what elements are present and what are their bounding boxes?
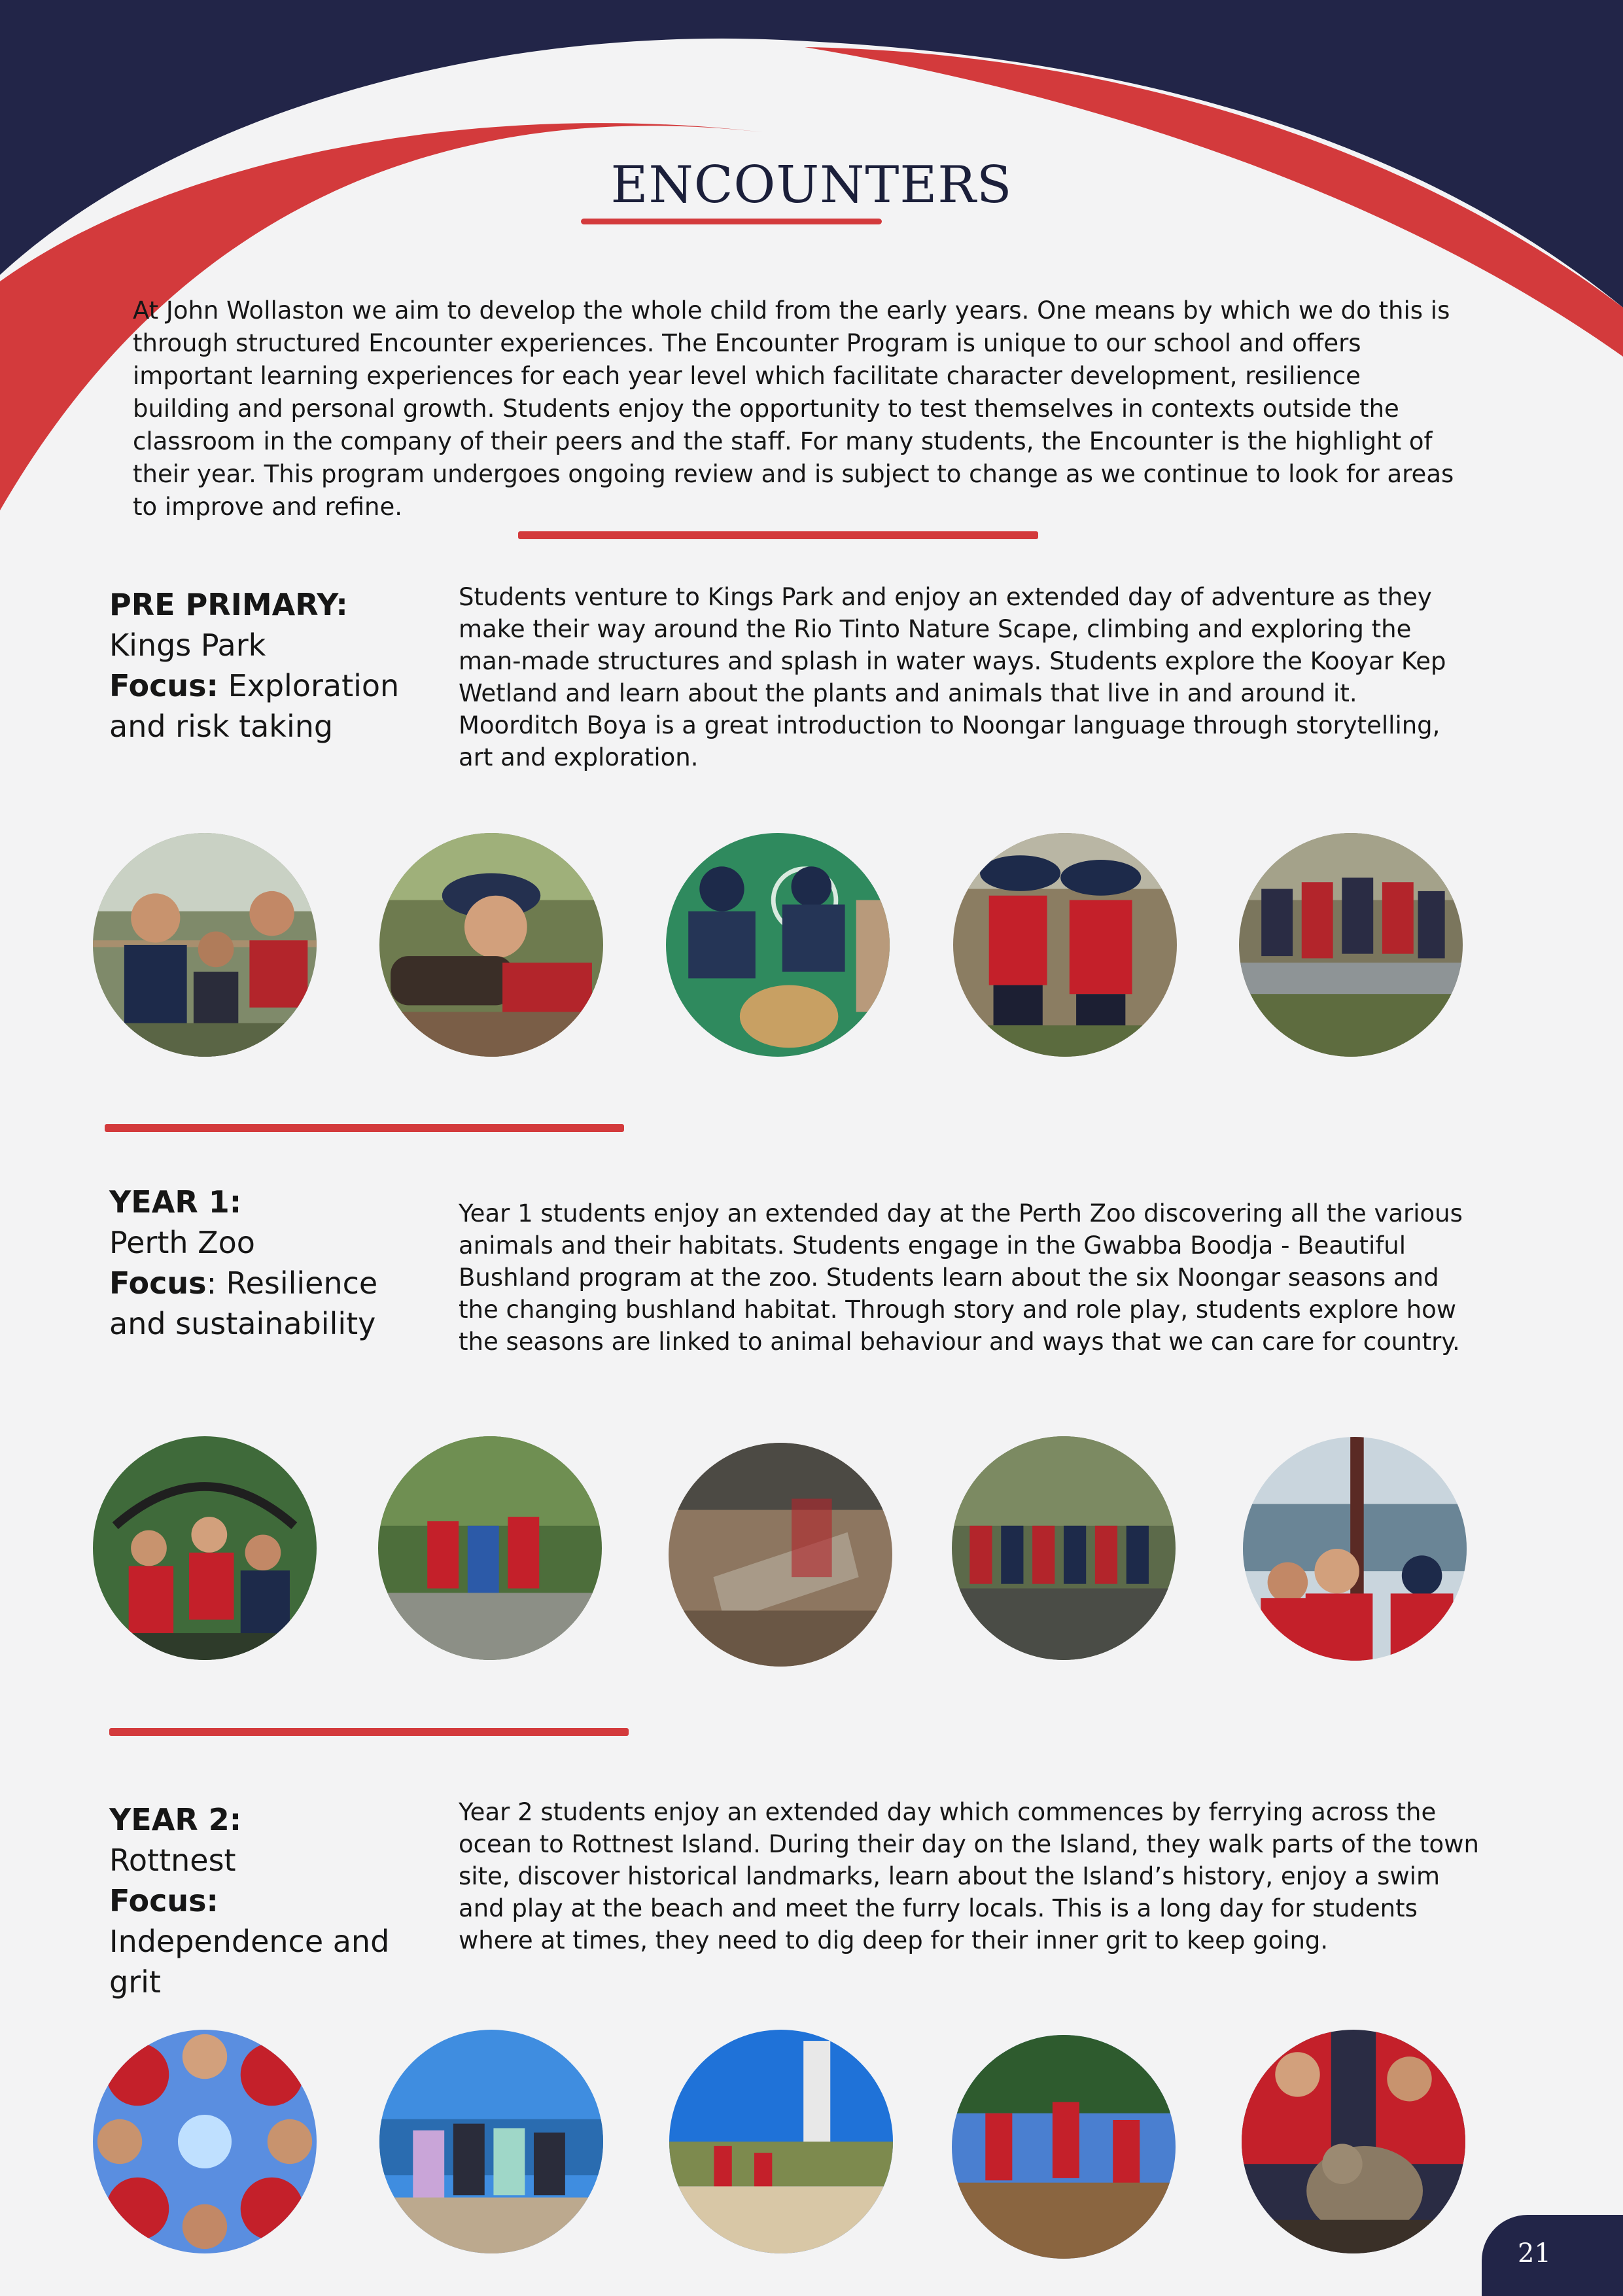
section-place: Kings Park: [109, 627, 266, 663]
photo-rottnest-3: [669, 2030, 893, 2253]
photo-perth-zoo-5: [1243, 1437, 1467, 1661]
divider-section-1: [105, 1124, 624, 1132]
section-label: PRE PRIMARY:: [109, 587, 348, 622]
photo-rottnest-2: [379, 2030, 603, 2253]
section-heading-year-2: [109, 1799, 436, 2002]
section-focus: [109, 668, 399, 744]
section-heading-year-1: [109, 1182, 436, 1344]
section-heading-pre-primary: [109, 584, 436, 747]
section-focus: [109, 1883, 389, 2000]
focus-key: Focus:: [109, 1883, 218, 1918]
page-number-badge: [1482, 2215, 1623, 2296]
photo-kings-park-4: [953, 833, 1177, 1057]
section-description-year-2: Year 2 students enjoy an extended day which commences by ferrying across the ocean to Rottnest Island. During their day on the Island, they walk parts of the town site, discover historical landmarks, learn about the Island’s history, enjoy a swim and play at the beach and meet the furry locals. This is a long day for students where at times, they need to dig deep for their inner grit to keep going.: [459, 1798, 1479, 1954]
section-description-pre-primary: Students venture to Kings Park and enjoy an extended day of adventure as they make their way around the Rio Tinto Nature Scape, climbing and exploring the man-made structures and splash in water ways. Students explore the Kooyar Kep Wetland and learn about the plants and animals that live in and around it. Moorditch Boya is a great introduction to Noongar language through storytelling, art and exploration.: [459, 583, 1446, 771]
focus-key: Focus:: [109, 668, 218, 703]
title-underline: [581, 219, 882, 224]
photo-rottnest-5: [1242, 2030, 1465, 2253]
photo-kings-park-2: [379, 833, 603, 1057]
intro-paragraph: At John Wollaston we aim to develop the whole child from the early years. One means by which we do this is through structured Encounter experiences. The Encounter Program is unique to our school and offers important learning experiences for each year level which facilitate character development, resilience building and personal growth. Students enjoy the opportunity to test themselves in contexts outside the classroom in the company of their peers and the staff. For many students, the Encounter is the highlight of their year. This program undergoes ongoing review and is subject to change as we continue to look for areas to improve and refine.: [133, 296, 1454, 521]
photo-perth-zoo-3: [669, 1443, 892, 1667]
section-focus: [109, 1265, 377, 1341]
section-label: YEAR 1:: [109, 1184, 242, 1220]
photo-perth-zoo-2: [378, 1436, 602, 1660]
page-number: 21: [1518, 2238, 1551, 2269]
focus-value: : Resilience and sustainability: [109, 1265, 378, 1341]
focus-key: Focus: [109, 1265, 207, 1301]
focus-value: Independence and grit: [109, 1924, 390, 2000]
section-label: YEAR 2:: [109, 1802, 242, 1837]
section-description-year-1: Year 1 students enjoy an extended day at the Perth Zoo discovering all the various animals and their habitats. Students engage in the Gwabba Boodja - Beautiful Bushland program at the zoo. Students learn about the six Noongar seasons and the changing bushland habitat. Through story and role play, students explore how the seasons are linked to animal behaviour and ways that we can care for country.: [459, 1199, 1463, 1356]
photo-rottnest-1: [93, 2030, 317, 2253]
section-place: Perth Zoo: [109, 1225, 255, 1260]
photo-kings-park-5: [1239, 833, 1463, 1057]
section-place: Rottnest: [109, 1843, 236, 1878]
photo-perth-zoo-4: [952, 1436, 1176, 1660]
divider-intro: [518, 531, 1038, 539]
photo-rottnest-4: [952, 2035, 1176, 2259]
divider-section-2: [109, 1728, 629, 1736]
photo-kings-park-3: [666, 833, 890, 1057]
photo-perth-zoo-1: [93, 1436, 317, 1660]
photo-kings-park-1: [93, 833, 317, 1057]
focus-value: Exploration and risk taking: [109, 668, 400, 744]
page-title: ENCOUNTERS: [610, 156, 1013, 215]
